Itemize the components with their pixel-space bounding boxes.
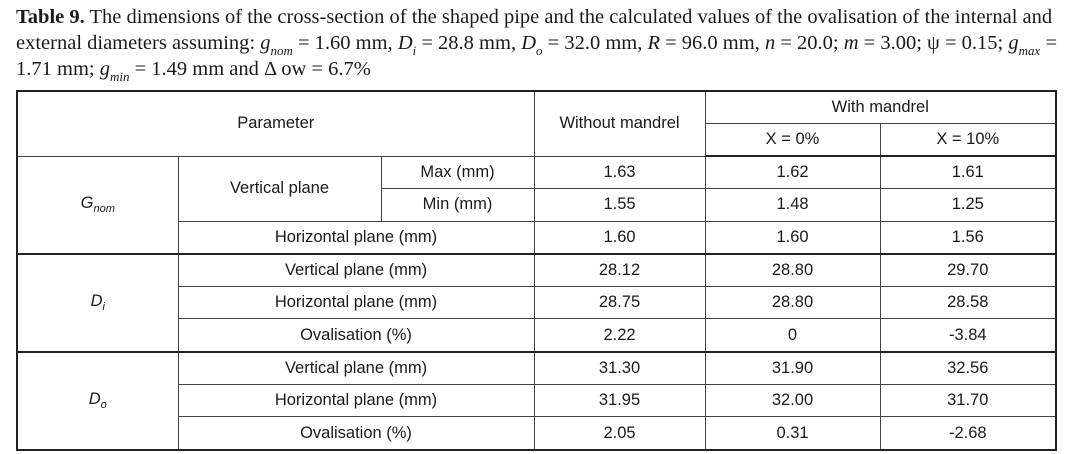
cell: 28.80	[705, 287, 880, 319]
cell: -3.84	[880, 319, 1056, 352]
row-group-do: $D_o$	[17, 352, 178, 450]
cell: 2.05	[534, 417, 705, 450]
max-label: Max (mm)	[381, 156, 534, 189]
table-row	[17, 254, 1056, 287]
cell: 1.25	[880, 189, 1056, 221]
row-label: Horizontal plane (mm)	[178, 221, 534, 254]
cell: 28.12	[534, 254, 705, 287]
cell: 2.22	[534, 319, 705, 352]
cell: 31.30	[534, 352, 705, 385]
header-x0: X = 0%	[705, 124, 880, 157]
row-group-gnom: $G_{nom}$	[17, 156, 178, 254]
cell: 1.48	[705, 189, 880, 221]
cell: 31.95	[534, 385, 705, 417]
cell: 28.75	[534, 287, 705, 319]
header-x10: X = 10%	[880, 124, 1056, 157]
cell: -2.68	[880, 417, 1056, 450]
table-row	[17, 352, 1056, 385]
cell: 1.62	[705, 156, 880, 189]
cell: 1.55	[534, 189, 705, 221]
dimensions-table	[16, 90, 1057, 451]
row-label: Horizontal plane (mm)	[178, 287, 534, 319]
cell: 1.56	[880, 221, 1056, 254]
cell: 0.31	[705, 417, 880, 450]
row-label: Vertical plane (mm)	[178, 254, 534, 287]
cell: 1.63	[534, 156, 705, 189]
row-label: Vertical plane (mm)	[178, 352, 534, 385]
row-group-di: $D_i$	[17, 254, 178, 352]
header-parameter: Parameter	[17, 91, 534, 156]
cell: 28.58	[880, 287, 1056, 319]
cell: 31.90	[705, 352, 880, 385]
cell: 1.60	[705, 221, 880, 254]
cell: 0	[705, 319, 880, 352]
cell: 1.61	[880, 156, 1056, 189]
cell: 29.70	[880, 254, 1056, 287]
row-label: Ovalisation (%)	[178, 417, 534, 450]
header-with-mandrel: With mandrel	[705, 91, 1056, 124]
cell: 32.56	[880, 352, 1056, 385]
row-label: Ovalisation (%)	[178, 319, 534, 352]
min-label: Min (mm)	[381, 189, 534, 221]
table-row	[17, 156, 1056, 189]
cell: 32.00	[705, 385, 880, 417]
header-without-mandrel: Without mandrel	[534, 91, 705, 156]
caption-label: Table 9.	[16, 6, 85, 28]
row-label: Horizontal plane (mm)	[178, 385, 534, 417]
cell: 1.60	[534, 221, 705, 254]
table-caption: Table 9. The dimensions of the cross-section of the shaped pipe and the calculated values of the ovalisation of the internal and external diameters assuming: $g_{nom} = 1.60$ mm, $D_i = 28.8$ mm, $D_o = 32.0$ mm, R = 96.0 mm, n = 20.0; m = 3.00; ψ = 0.15; $g_{max} = 1.71$ mm; $g_{min} = 1.49$ mm and Δ ow = 6.7%	[16, 6, 1057, 84]
vertical-plane-label: Vertical plane	[178, 156, 381, 221]
cell: 31.70	[880, 385, 1056, 417]
cell: 28.80	[705, 254, 880, 287]
